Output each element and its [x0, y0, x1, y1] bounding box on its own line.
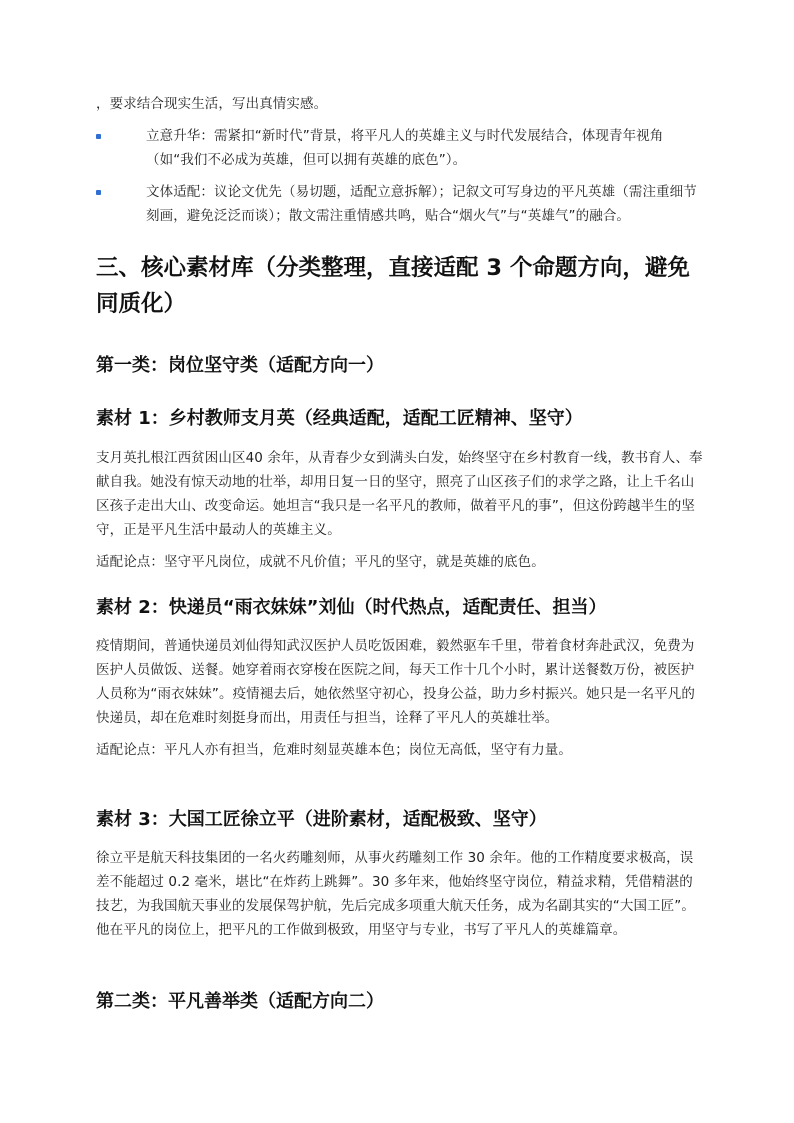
material-title-1: 素材 1：乡村教师支月英（经典适配，适配工匠精神、坚守） [96, 408, 583, 429]
material-block-3 [96, 846, 706, 942]
material-note-1: 适配论点：坚守平凡岗位，成就不凡价值；平凡的坚守，就是英雄的底色。 [96, 554, 545, 570]
bullet-body: 需紧扣“新时代”背景，将平凡人的英雄主义与时代发展结合，体现青年视角（如“我们不必成为英雄，但可以拥有英雄的底色”）。 [146, 128, 664, 168]
lead-text: ，要求结合现实生活，写出真情实感。 [96, 96, 328, 112]
material-title-2: 素材 2：快递员“雨衣妹妹”刘仙（时代热点，适配责任、担当） [96, 597, 607, 618]
bullet-icon [96, 134, 101, 139]
material-block-1 [96, 446, 706, 574]
bullet-item-theme [96, 124, 706, 172]
bullet-body: 议论文优先（易切题，适配立意拆解）；记叙文可写身边的平凡英雄（需注重细节刻画，避免泛泛而谈）；散文需注重情感共鸣，贴合“烟火气”与“英雄气”的融合。 [146, 184, 697, 224]
bullet-label: 文体适配： [146, 184, 214, 200]
material-block-2 [96, 634, 706, 762]
material-body-3: 徐立平是航天科技集团的一名火药雕刻师，从事火药雕刻工作 30 余年。他的工作精度要求极高，误差不能超过 0.2 毫米，堪比“在炸药上跳舞”。30 多年来，他始终坚守岗位，精益求精，凭借精湛的技艺，为我国航天事业的发展保驾护航，先后完成多项重大航天任务，成为名副其实的“大国工匠”。他在平凡的岗位上，把平凡的工作做到极致，用坚守与专业，书写了平凡人的英雄篇章。 [96, 850, 695, 938]
material-body-2: 疫情期间，普通快递员刘仙得知武汉医护人员吃饭困难，毅然驱车千里，带着食材奔赴武汉，免费为医护人员做饭、送餐。她穿着雨衣穿梭在医院之间，每天工作十几个小时，累计送餐数万份，被医护人员称为“雨衣妹妹”。疫情褪去后，她依然坚守初心，投身公益，助力乡村振兴。她只是一名平凡的快递员，却在危难时刻挺身而出，用责任与担当，诠释了平凡人的英雄壮举。 [96, 638, 695, 726]
category-heading-2: 第二类：平凡善举类（适配方向二） [96, 991, 384, 1012]
material-title-3: 素材 3：大国工匠徐立平（进阶素材，适配极致、坚守） [96, 809, 547, 830]
bullet-icon [96, 190, 101, 195]
material-note-2: 适配论点：平凡人亦有担当，危难时刻显英雄本色；岗位无高低，坚守有力量。 [96, 742, 572, 758]
bullet-label: 立意升华： [146, 128, 214, 144]
bullet-item-genre [96, 180, 706, 228]
material-body-1: 支月英扎根江西贫困山区40 余年，从青春少女到满头白发，始终坚守在乡村教育一线，教书育人、奉献自我。她没有惊天动地的壮举，却用日复一日的坚守，照亮了山区孩子们的求学之路，让上千名山区孩子走出大山、改变命运。她坦言“我只是一名平凡的教师，做着平凡的事”，但这份跨越半生的坚守，正是平凡生活中最动人的英雄主义。 [96, 450, 703, 538]
category-heading-1: 第一类：岗位坚守类（适配方向一） [96, 355, 384, 376]
bullet-text [96, 124, 706, 172]
section-heading: 三、核心素材库（分类整理，直接适配 3 个命题方向，避免同质化） [96, 255, 690, 317]
bullet-text [96, 180, 706, 228]
